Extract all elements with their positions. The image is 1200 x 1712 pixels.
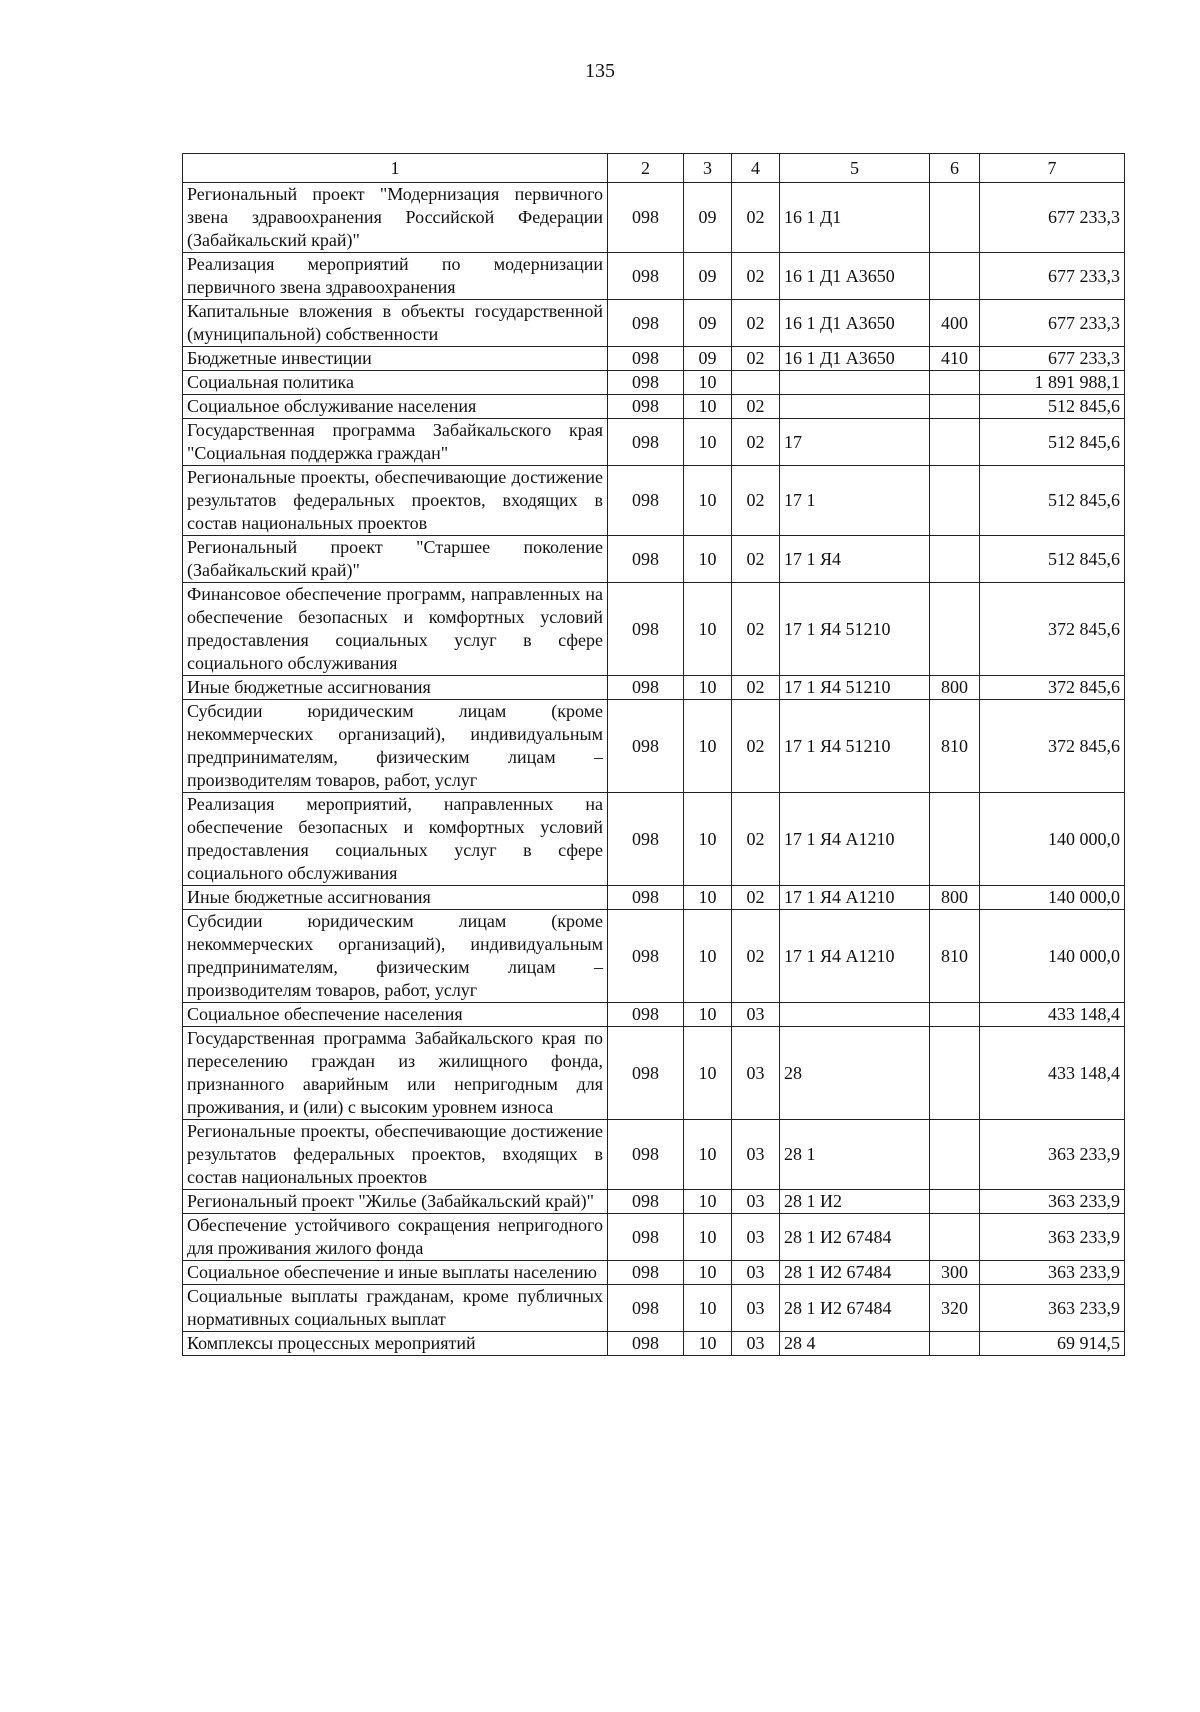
row-name: Финансовое обеспечение программ, направленных на обеспечение безопасных и комфортных условий предоставления социальных услуг в сфере социального обслуживания bbox=[183, 583, 608, 676]
row-ministry-code: 098 bbox=[608, 793, 684, 886]
row-amount: 363 233,9 bbox=[980, 1285, 1125, 1332]
row-amount: 372 845,6 bbox=[980, 700, 1125, 793]
row-expense-type bbox=[930, 1003, 980, 1027]
table-row bbox=[183, 466, 1125, 536]
row-section-code: 10 bbox=[684, 1214, 732, 1261]
table-row bbox=[183, 300, 1125, 347]
row-expense-type: 400 bbox=[930, 300, 980, 347]
row-amount: 140 000,0 bbox=[980, 910, 1125, 1003]
row-section-code: 09 bbox=[684, 347, 732, 371]
row-amount: 433 148,4 bbox=[980, 1003, 1125, 1027]
row-expense-type bbox=[930, 419, 980, 466]
row-section-code: 10 bbox=[684, 676, 732, 700]
row-amount: 363 233,9 bbox=[980, 1120, 1125, 1190]
row-subsection-code: 02 bbox=[732, 347, 780, 371]
row-amount: 677 233,3 bbox=[980, 300, 1125, 347]
table-row bbox=[183, 395, 1125, 419]
row-amount: 512 845,6 bbox=[980, 536, 1125, 583]
row-section-code: 10 bbox=[684, 583, 732, 676]
row-name: Социальное обслуживание населения bbox=[183, 395, 608, 419]
row-amount: 1 891 988,1 bbox=[980, 371, 1125, 395]
table-row bbox=[183, 1190, 1125, 1214]
row-amount: 512 845,6 bbox=[980, 395, 1125, 419]
table-row bbox=[183, 910, 1125, 1003]
row-amount: 677 233,3 bbox=[980, 253, 1125, 300]
row-expense-type bbox=[930, 1332, 980, 1356]
budget-table bbox=[182, 153, 1125, 1356]
row-name: Субсидии юридическим лицам (кроме некоммерческих организаций), индивидуальным предпринимателям, физическим лицам – производителям товаров, работ, услуг bbox=[183, 700, 608, 793]
table-row bbox=[183, 700, 1125, 793]
header-cell: 7 bbox=[980, 154, 1125, 183]
table-row bbox=[183, 1332, 1125, 1356]
row-ministry-code: 098 bbox=[608, 300, 684, 347]
row-subsection-code: 02 bbox=[732, 793, 780, 886]
row-section-code: 10 bbox=[684, 1261, 732, 1285]
row-expense-type bbox=[930, 1027, 980, 1120]
row-name: Социальное обеспечение и иные выплаты населению bbox=[183, 1261, 608, 1285]
row-subsection-code: 03 bbox=[732, 1027, 780, 1120]
row-ministry-code: 098 bbox=[608, 1332, 684, 1356]
row-amount: 372 845,6 bbox=[980, 676, 1125, 700]
row-ministry-code: 098 bbox=[608, 676, 684, 700]
table-row bbox=[183, 676, 1125, 700]
row-expense-type: 810 bbox=[930, 700, 980, 793]
row-expense-type bbox=[930, 583, 980, 676]
table-row bbox=[183, 1120, 1125, 1190]
row-name: Обеспечение устойчивого сокращения непригодного для проживания жилого фонда bbox=[183, 1214, 608, 1261]
row-subsection-code: 03 bbox=[732, 1003, 780, 1027]
row-target-article: 17 1 Я4 51210 bbox=[780, 583, 930, 676]
row-section-code: 10 bbox=[684, 1190, 732, 1214]
row-name: Субсидии юридическим лицам (кроме некоммерческих организаций), индивидуальным предпринимателям, физическим лицам – производителям товаров, работ, услуг bbox=[183, 910, 608, 1003]
row-expense-type: 300 bbox=[930, 1261, 980, 1285]
row-ministry-code: 098 bbox=[608, 253, 684, 300]
row-target-article bbox=[780, 395, 930, 419]
row-amount: 363 233,9 bbox=[980, 1214, 1125, 1261]
row-subsection-code: 03 bbox=[732, 1214, 780, 1261]
row-name: Социальные выплаты гражданам, кроме публичных нормативных социальных выплат bbox=[183, 1285, 608, 1332]
row-name: Региональный проект "Старшее поколение (Забайкальский край)" bbox=[183, 536, 608, 583]
row-target-article: 17 bbox=[780, 419, 930, 466]
row-subsection-code: 02 bbox=[732, 395, 780, 419]
row-subsection-code: 02 bbox=[732, 700, 780, 793]
row-name: Реализация мероприятий по модернизации первичного звена здравоохранения bbox=[183, 253, 608, 300]
row-target-article: 17 1 bbox=[780, 466, 930, 536]
row-section-code: 10 bbox=[684, 371, 732, 395]
row-target-article: 17 1 Я4 А1210 bbox=[780, 910, 930, 1003]
row-name: Социальное обеспечение населения bbox=[183, 1003, 608, 1027]
row-amount: 140 000,0 bbox=[980, 886, 1125, 910]
row-ministry-code: 098 bbox=[608, 1027, 684, 1120]
row-target-article: 17 1 Я4 bbox=[780, 536, 930, 583]
row-expense-type bbox=[930, 1120, 980, 1190]
row-target-article: 17 1 Я4 51210 bbox=[780, 676, 930, 700]
row-ministry-code: 098 bbox=[608, 700, 684, 793]
row-target-article: 17 1 Я4 А1210 bbox=[780, 886, 930, 910]
row-amount: 512 845,6 bbox=[980, 419, 1125, 466]
row-subsection-code: 02 bbox=[732, 466, 780, 536]
row-expense-type: 800 bbox=[930, 886, 980, 910]
table-row bbox=[183, 793, 1125, 886]
row-section-code: 10 bbox=[684, 1027, 732, 1120]
row-name: Бюджетные инвестиции bbox=[183, 347, 608, 371]
row-target-article: 28 bbox=[780, 1027, 930, 1120]
table-row bbox=[183, 371, 1125, 395]
row-expense-type bbox=[930, 395, 980, 419]
row-target-article: 16 1 Д1 bbox=[780, 183, 930, 253]
row-target-article: 17 1 Я4 А1210 bbox=[780, 793, 930, 886]
row-ministry-code: 098 bbox=[608, 910, 684, 1003]
row-name: Региональные проекты, обеспечивающие достижение результатов федеральных проектов, входящих в состав национальных проектов bbox=[183, 1120, 608, 1190]
table-row bbox=[183, 1285, 1125, 1332]
row-subsection-code: 02 bbox=[732, 419, 780, 466]
row-amount: 512 845,6 bbox=[980, 466, 1125, 536]
row-amount: 363 233,9 bbox=[980, 1261, 1125, 1285]
row-section-code: 09 bbox=[684, 183, 732, 253]
row-ministry-code: 098 bbox=[608, 347, 684, 371]
table-row bbox=[183, 347, 1125, 371]
row-subsection-code: 02 bbox=[732, 676, 780, 700]
row-section-code: 10 bbox=[684, 466, 732, 536]
row-expense-type bbox=[930, 536, 980, 583]
row-target-article: 28 1 И2 bbox=[780, 1190, 930, 1214]
row-name: Иные бюджетные ассигнования bbox=[183, 676, 608, 700]
row-ministry-code: 098 bbox=[608, 1003, 684, 1027]
table-body bbox=[183, 183, 1125, 1356]
row-ministry-code: 098 bbox=[608, 466, 684, 536]
row-target-article: 28 1 bbox=[780, 1120, 930, 1190]
row-amount: 363 233,9 bbox=[980, 1190, 1125, 1214]
row-amount: 677 233,3 bbox=[980, 347, 1125, 371]
row-section-code: 10 bbox=[684, 700, 732, 793]
row-target-article: 16 1 Д1 А3650 bbox=[780, 253, 930, 300]
row-subsection-code: 02 bbox=[732, 910, 780, 1003]
row-target-article: 16 1 Д1 А3650 bbox=[780, 347, 930, 371]
row-section-code: 10 bbox=[684, 910, 732, 1003]
row-target-article: 17 1 Я4 51210 bbox=[780, 700, 930, 793]
row-subsection-code: 02 bbox=[732, 536, 780, 583]
header-cell: 3 bbox=[684, 154, 732, 183]
table-row bbox=[183, 1214, 1125, 1261]
row-name: Региональные проекты, обеспечивающие достижение результатов федеральных проектов, входящих в состав национальных проектов bbox=[183, 466, 608, 536]
row-amount: 372 845,6 bbox=[980, 583, 1125, 676]
row-amount: 140 000,0 bbox=[980, 793, 1125, 886]
row-section-code: 10 bbox=[684, 1003, 732, 1027]
row-name: Региональный проект "Жилье (Забайкальский край)" bbox=[183, 1190, 608, 1214]
row-subsection-code: 03 bbox=[732, 1190, 780, 1214]
row-subsection-code: 02 bbox=[732, 583, 780, 676]
row-target-article: 28 1 И2 67484 bbox=[780, 1261, 930, 1285]
row-ministry-code: 098 bbox=[608, 395, 684, 419]
row-target-article bbox=[780, 371, 930, 395]
table-row bbox=[183, 1003, 1125, 1027]
header-row bbox=[183, 154, 1125, 183]
row-expense-type bbox=[930, 183, 980, 253]
row-section-code: 10 bbox=[684, 1285, 732, 1332]
row-expense-type: 810 bbox=[930, 910, 980, 1003]
row-expense-type bbox=[930, 793, 980, 886]
row-section-code: 10 bbox=[684, 1120, 732, 1190]
row-section-code: 10 bbox=[684, 536, 732, 583]
header-cell: 5 bbox=[780, 154, 930, 183]
row-subsection-code: 03 bbox=[732, 1261, 780, 1285]
row-section-code: 10 bbox=[684, 419, 732, 466]
row-name: Государственная программа Забайкальского края по переселению граждан из жилищного фонда, признанного аварийным или непригодным для проживания, и (или) с высоким уровнем износа bbox=[183, 1027, 608, 1120]
row-ministry-code: 098 bbox=[608, 1120, 684, 1190]
row-amount: 677 233,3 bbox=[980, 183, 1125, 253]
row-subsection-code: 03 bbox=[732, 1332, 780, 1356]
row-subsection-code: 02 bbox=[732, 300, 780, 347]
row-subsection-code: 02 bbox=[732, 886, 780, 910]
table-row bbox=[183, 1261, 1125, 1285]
row-ministry-code: 098 bbox=[608, 183, 684, 253]
row-amount: 69 914,5 bbox=[980, 1332, 1125, 1356]
header-cell: 4 bbox=[732, 154, 780, 183]
row-section-code: 10 bbox=[684, 395, 732, 419]
row-name: Реализация мероприятий, направленных на обеспечение безопасных и комфортных условий предоставления социальных услуг в сфере социального обслуживания bbox=[183, 793, 608, 886]
row-name: Социальная политика bbox=[183, 371, 608, 395]
header-cell: 2 bbox=[608, 154, 684, 183]
row-name: Иные бюджетные ассигнования bbox=[183, 886, 608, 910]
row-name: Региональный проект "Модернизация первичного звена здравоохранения Российской Федерации (Забайкальский край)" bbox=[183, 183, 608, 253]
table-row bbox=[183, 536, 1125, 583]
row-target-article: 16 1 Д1 А3650 bbox=[780, 300, 930, 347]
row-section-code: 10 bbox=[684, 793, 732, 886]
table-row bbox=[183, 886, 1125, 910]
row-name: Комплексы процессных мероприятий bbox=[183, 1332, 608, 1356]
table-row bbox=[183, 183, 1125, 253]
row-section-code: 10 bbox=[684, 1332, 732, 1356]
row-subsection-code: 03 bbox=[732, 1120, 780, 1190]
row-target-article: 28 1 И2 67484 bbox=[780, 1214, 930, 1261]
row-name: Капитальные вложения в объекты государственной (муниципальной) собственности bbox=[183, 300, 608, 347]
table-row bbox=[183, 253, 1125, 300]
row-ministry-code: 098 bbox=[608, 419, 684, 466]
row-name: Государственная программа Забайкальского края "Социальная поддержка граждан" bbox=[183, 419, 608, 466]
row-ministry-code: 098 bbox=[608, 1285, 684, 1332]
row-expense-type: 320 bbox=[930, 1285, 980, 1332]
row-subsection-code: 02 bbox=[732, 183, 780, 253]
row-target-article: 28 4 bbox=[780, 1332, 930, 1356]
row-ministry-code: 098 bbox=[608, 1214, 684, 1261]
row-subsection-code bbox=[732, 371, 780, 395]
row-target-article bbox=[780, 1003, 930, 1027]
row-ministry-code: 098 bbox=[608, 886, 684, 910]
table-row bbox=[183, 1027, 1125, 1120]
header-cell: 6 bbox=[930, 154, 980, 183]
row-expense-type bbox=[930, 466, 980, 536]
page-number: 135 bbox=[585, 60, 615, 82]
row-expense-type bbox=[930, 1214, 980, 1261]
table-row bbox=[183, 419, 1125, 466]
row-ministry-code: 098 bbox=[608, 1190, 684, 1214]
row-target-article: 28 1 И2 67484 bbox=[780, 1285, 930, 1332]
table-row bbox=[183, 583, 1125, 676]
row-expense-type: 800 bbox=[930, 676, 980, 700]
row-ministry-code: 098 bbox=[608, 1261, 684, 1285]
header-cell: 1 bbox=[183, 154, 608, 183]
row-ministry-code: 098 bbox=[608, 371, 684, 395]
row-ministry-code: 098 bbox=[608, 583, 684, 676]
row-amount: 433 148,4 bbox=[980, 1027, 1125, 1120]
row-expense-type bbox=[930, 371, 980, 395]
row-ministry-code: 098 bbox=[608, 536, 684, 583]
row-subsection-code: 03 bbox=[732, 1285, 780, 1332]
row-section-code: 09 bbox=[684, 300, 732, 347]
row-expense-type bbox=[930, 253, 980, 300]
row-expense-type: 410 bbox=[930, 347, 980, 371]
row-expense-type bbox=[930, 1190, 980, 1214]
row-section-code: 10 bbox=[684, 886, 732, 910]
row-subsection-code: 02 bbox=[732, 253, 780, 300]
row-section-code: 09 bbox=[684, 253, 732, 300]
